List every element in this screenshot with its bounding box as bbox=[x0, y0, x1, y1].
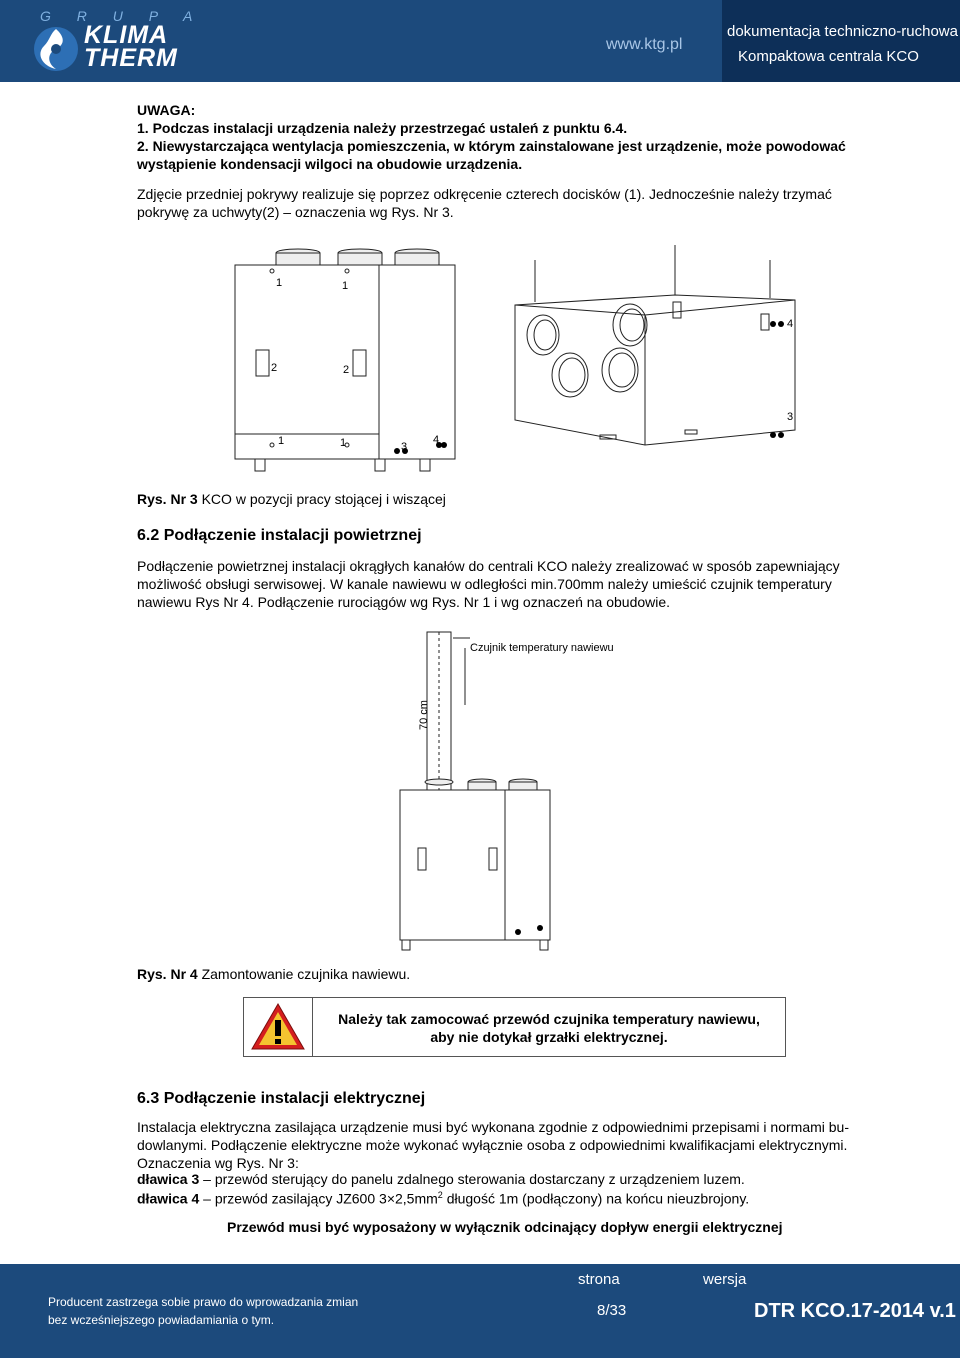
fig3-label-2-a: 2 bbox=[271, 362, 278, 374]
caution-icon-cell bbox=[244, 998, 313, 1056]
footer-page-label: strona bbox=[578, 1271, 620, 1288]
fig3-label-3-a: 3 bbox=[401, 441, 408, 453]
logo-therm-text: THERM bbox=[84, 44, 178, 72]
figure-3-caption-text: KCO w pozycji pracy stojącej i wiszącej bbox=[197, 491, 446, 507]
section-6-2-heading: 6.2 Podłączenie instalacji powietrznej bbox=[137, 527, 422, 544]
handle-right bbox=[489, 848, 497, 870]
section-6-2-line1: Podłączenie powietrznej instalacji okrągłych kanałów do centrali KCO należy zrealizować w sposób zapewniający bbox=[137, 558, 840, 574]
gland-4-text-b: 2,5mm bbox=[395, 1190, 438, 1207]
section-6-3-heading: 6.3 Podłączenie instalacji elektrycznej bbox=[137, 1090, 426, 1107]
section-6-3-line2: dowlanymi. Podłączenie elektryczne może wykonać wyłącznie osoba z odpowiednimi kwalifikacjami elektrycznymi. bbox=[137, 1137, 848, 1153]
footer-version-value: DTR KCO.17-2014 v.1 bbox=[754, 1300, 956, 1322]
fig3-label-1-c: 1 bbox=[278, 435, 285, 447]
section-6-3-line1: Instalacja elektryczna zasilająca urządzenie musi być wykonana zgodnie z odpowiednimi przepisami i normami bu- bbox=[137, 1119, 850, 1135]
header-url[interactable]: www.ktg.pl bbox=[606, 36, 683, 53]
logo-klima-text: KLIMA bbox=[84, 21, 169, 49]
gland-4-line bbox=[137, 1186, 749, 1208]
footer-notice-line2: bez wcześniejszego powiadamiania o tym. bbox=[48, 1313, 275, 1327]
gland-4-text-a: – przewód zasilający JZ600 3 bbox=[199, 1190, 387, 1207]
caution-line2: aby nie dotykał grzałki elektrycznej. bbox=[430, 1029, 668, 1045]
uwaga-item-2-line1: 2. Niewystarczająca wentylacja pomieszczenia, w którym zainstalowane jest urządzenie, może powodować bbox=[137, 138, 846, 154]
final-requirement: Przewód musi być wyposażony w wyłącznik odcinający dopływ energii elektrycznej bbox=[227, 1219, 783, 1235]
section-6-2-line3: nawiewu Rys Nr 4. Podłączenie rurociągów wg Rys. Nr 1 i wg oznaczeń na obudowie. bbox=[137, 594, 671, 610]
figure-4-caption-number: Rys. Nr 4 bbox=[137, 966, 198, 982]
caution-box bbox=[243, 997, 786, 1057]
figure-3-caption-number: Rys. Nr 3 bbox=[137, 491, 198, 507]
figure-3-drawing bbox=[225, 240, 815, 480]
gland-4-times: × bbox=[386, 1190, 395, 1207]
uwaga-item-2-line2: wystąpienie kondensacji wilgoci na obudowie urządzenia. bbox=[137, 156, 523, 172]
gland-3-text: – przewód sterujący do panelu zdalnego sterowania dostarczany z urządzeniem luzem. bbox=[199, 1171, 745, 1187]
fig3-label-1-a: 1 bbox=[276, 277, 283, 289]
intro-line2: pokrywę za uchwyty(2) – oznaczenia wg Rys. Nr 3. bbox=[137, 204, 454, 220]
footer-version-label: wersja bbox=[703, 1271, 747, 1288]
hanging-unit-body bbox=[515, 295, 795, 445]
gland-3-label: dławica 3 bbox=[137, 1171, 200, 1187]
gland-4-superscript: 2 bbox=[437, 1190, 443, 1200]
sensor-label: Czujnik temperatury nawiewu bbox=[470, 642, 614, 654]
klima-therm-logo-icon bbox=[30, 24, 82, 74]
fig3-label-1-d: 1 bbox=[340, 437, 347, 449]
uwaga-item-1: 1. Podczas instalacji urządzenia należy przestrzegać ustaleń z punktu 6.4. bbox=[137, 120, 628, 136]
fig3-label-4-b: 4 bbox=[787, 318, 794, 330]
handle-right bbox=[353, 350, 366, 376]
doc-title: dokumentacja techniczno-ruchowa bbox=[727, 23, 958, 40]
figure-4-drawing bbox=[390, 630, 650, 960]
footer-page-number: 8/33 bbox=[597, 1302, 627, 1319]
standing-unit-body bbox=[235, 265, 455, 459]
section-6-2-line2: możliwość obsługi serwisowej. W kanale nawiewu w odległości min.700mm należy umieścić czujnik temperatury bbox=[137, 576, 832, 592]
figure-3-caption bbox=[137, 490, 446, 508]
fig3-label-4-a: 4 bbox=[433, 434, 440, 446]
dimension-label: 70 cm bbox=[418, 700, 430, 730]
fig3-label-1-b: 1 bbox=[342, 280, 349, 292]
logo-wordmark bbox=[84, 21, 178, 72]
caution-text bbox=[314, 1010, 784, 1046]
figure-4-caption bbox=[137, 965, 410, 983]
gland-4-label: dławica 4 bbox=[137, 1190, 200, 1207]
section-6-3-line3: Oznaczenia wg Rys. Nr 3: bbox=[137, 1155, 299, 1171]
warning-triangle-icon bbox=[244, 998, 312, 1056]
logo-grupa-text: G R U P A bbox=[40, 8, 204, 24]
handle-left bbox=[256, 350, 269, 376]
gland-4-text-c: długość 1m (podłączony) na końcu nieuzbrojony. bbox=[442, 1190, 750, 1207]
unit-body bbox=[400, 790, 550, 940]
intro-line1: Zdjęcie przedniej pokrywy realizuje się poprzez odkręcenie czterech docisków (1). Jednocześnie należy trzymać bbox=[137, 186, 832, 202]
uwaga-title: UWAGA: bbox=[137, 102, 196, 118]
footer-notice-line1: Producent zastrzega sobie prawo do wprowadzania zmian bbox=[48, 1295, 359, 1309]
fig3-label-2-b: 2 bbox=[343, 364, 350, 376]
header-title-box bbox=[722, 0, 960, 82]
caution-line1: Należy tak zamocować przewód czujnika temperatury nawiewu, bbox=[338, 1011, 760, 1027]
doc-subtitle: Kompaktowa centrala KCO bbox=[738, 48, 919, 65]
fig3-label-3-b: 3 bbox=[787, 411, 794, 423]
figure-4-caption-text: Zamontowanie czujnika nawiewu. bbox=[197, 966, 411, 982]
handle-left bbox=[418, 848, 426, 870]
